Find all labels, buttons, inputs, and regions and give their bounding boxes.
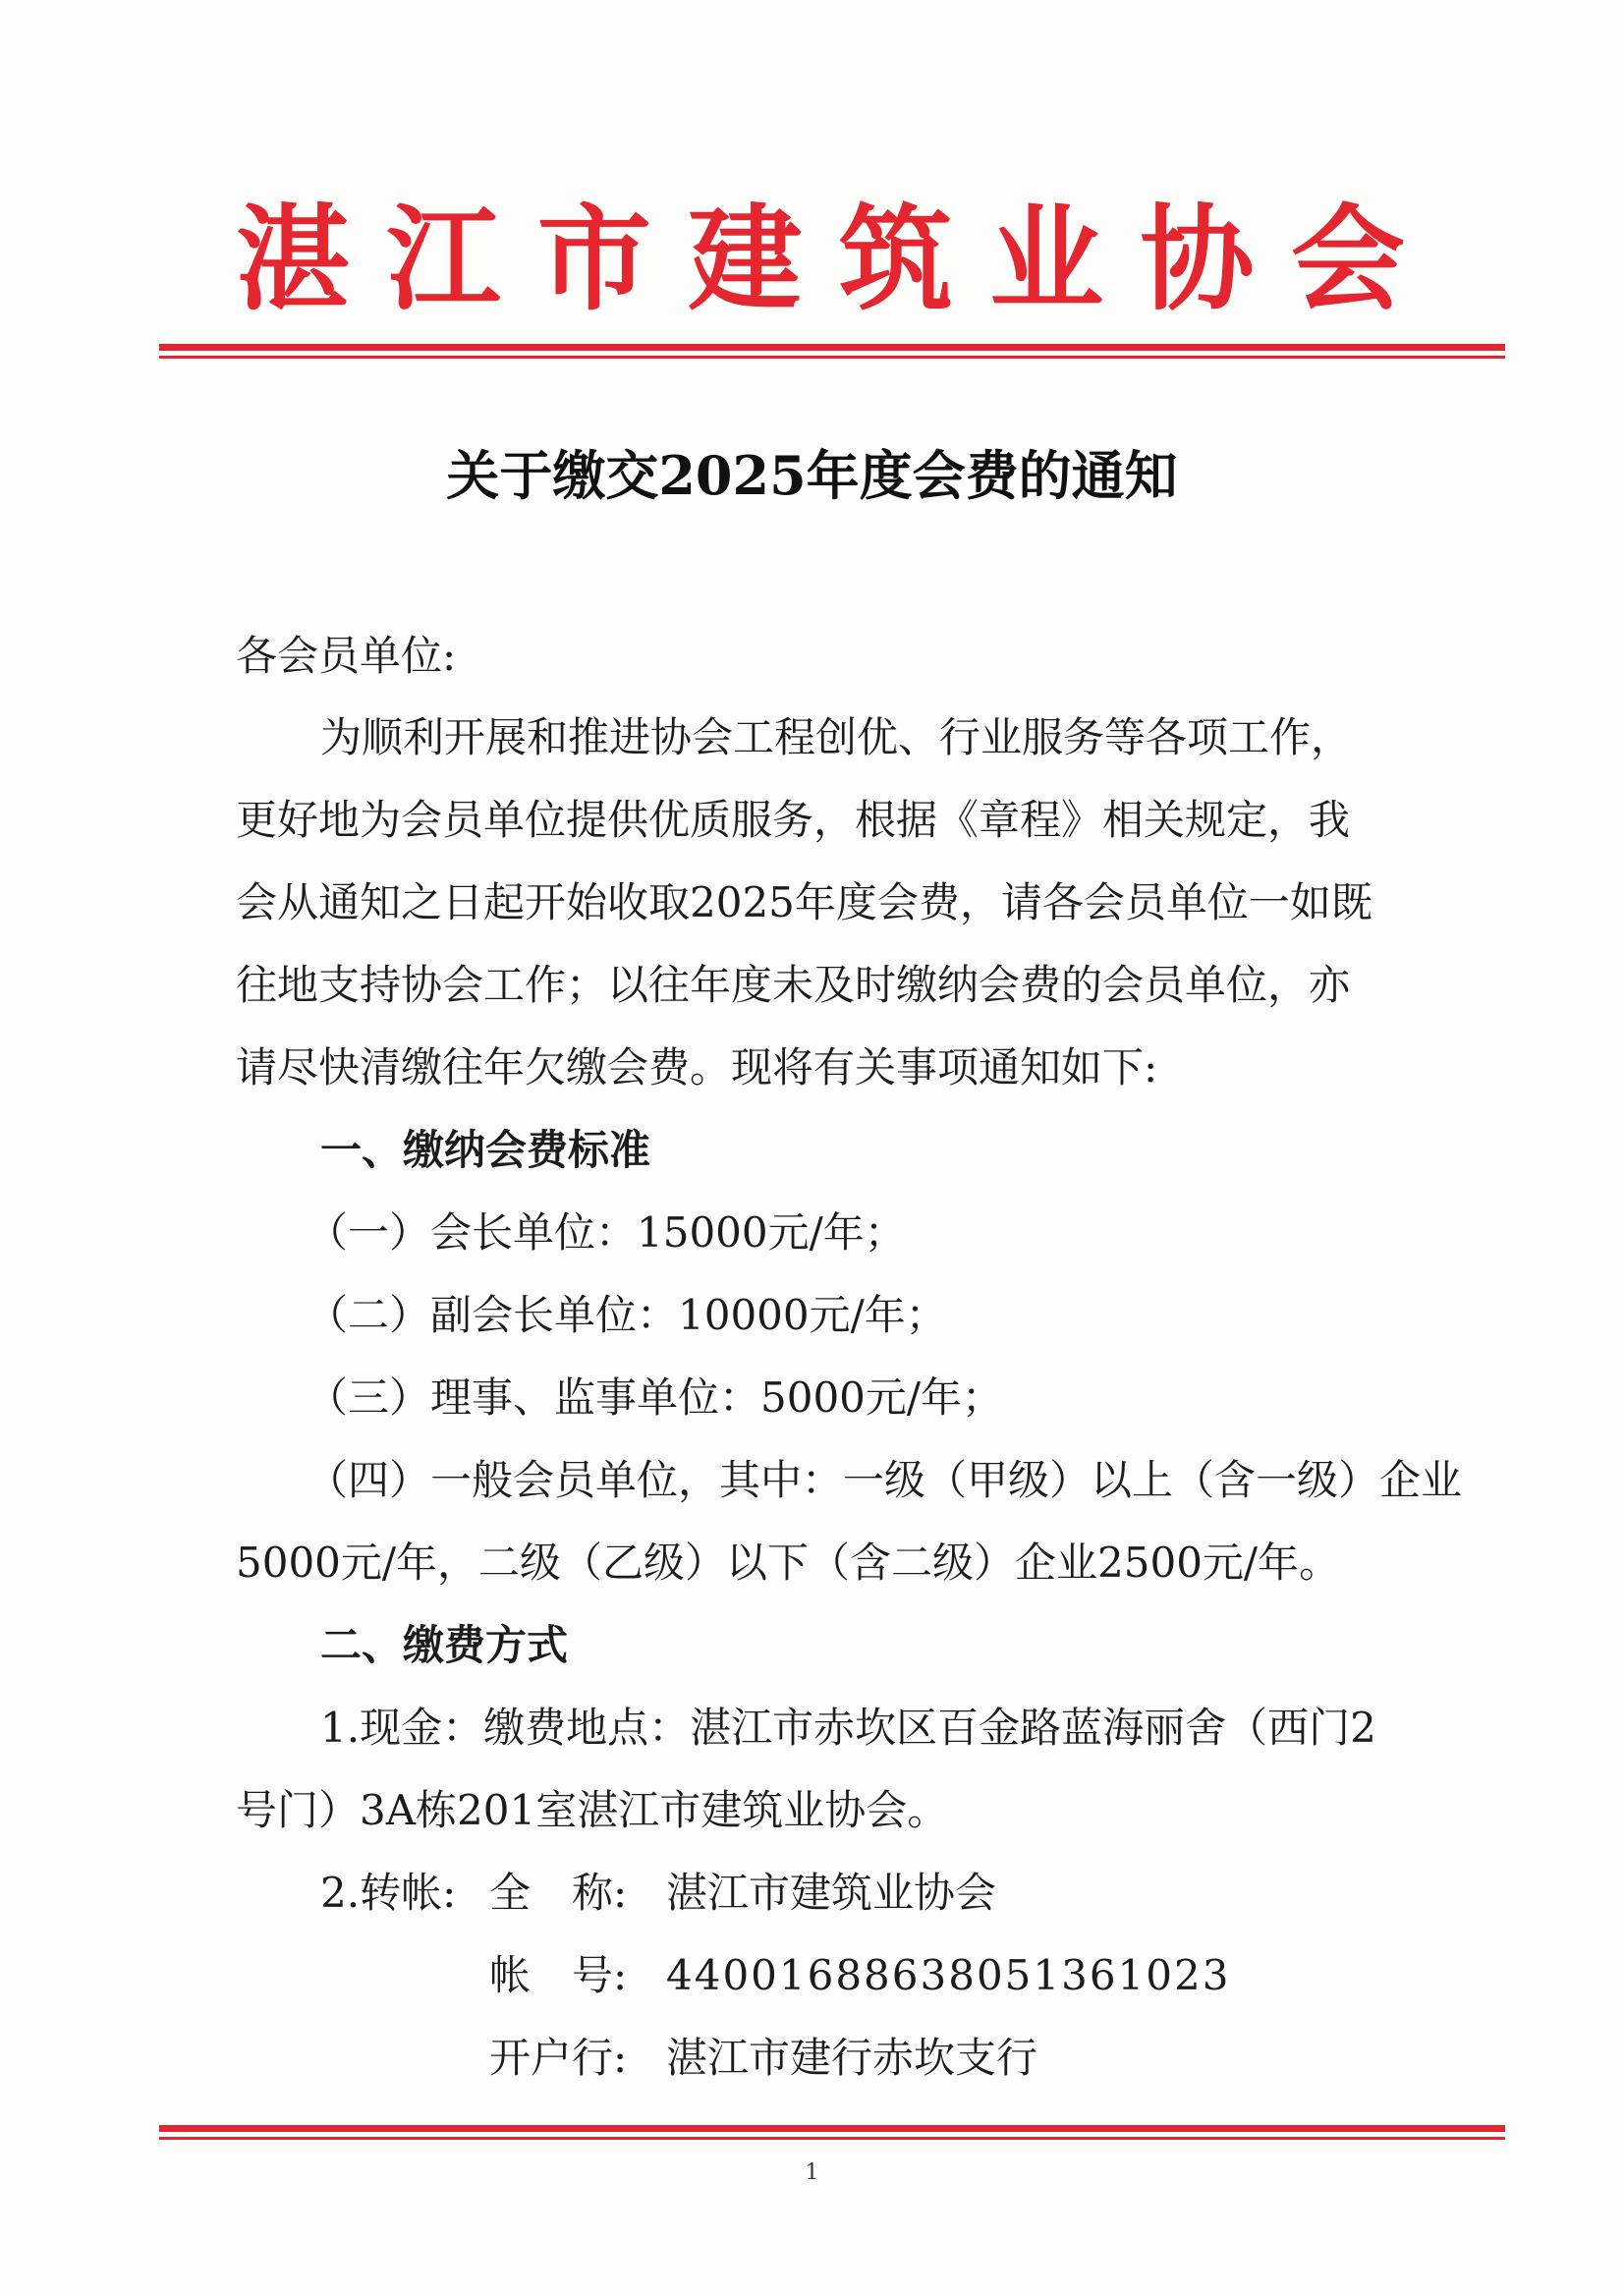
- org-name-char: 筑: [838, 194, 953, 326]
- salutation: 各会员单位:: [236, 632, 457, 680]
- section-heading-payment-method: 二、缴费方式: [320, 1621, 569, 1669]
- org-name-char: 江: [386, 194, 501, 326]
- divider-thin-line: [159, 356, 1505, 359]
- cash-payment-line: 号门）3A栋201室湛江市建筑业协会。: [236, 1786, 949, 1834]
- org-name-char: 市: [536, 194, 651, 326]
- transfer-prefix: 2.转帐:: [320, 1869, 457, 1917]
- letterhead-divider: [159, 344, 1505, 359]
- org-name-char: 协: [1140, 194, 1255, 326]
- intro-line: 往地支持协会工作；以往年度未及时缴纳会费的会员单位，亦: [236, 961, 1351, 1009]
- intro-line: 更好地为会员单位提供优质服务，根据《章程》相关规定，我: [236, 796, 1351, 844]
- fee-item: （一）会长单位：15000元/年；: [307, 1208, 906, 1257]
- bank-value: 湛江市建行赤坎支行: [666, 2034, 1038, 2082]
- intro-line: 为顺利开展和推进协会工程创优、行业服务等各项工作，: [320, 713, 1353, 761]
- divider-thick-line: [159, 344, 1505, 351]
- fee-item: 5000元/年，二级（乙级）以下（含二级）企业2500元/年。: [236, 1539, 1341, 1587]
- intro-line: 请尽快清缴往年欠缴会费。现将有关事项通知如下:: [236, 1043, 1158, 1092]
- account-name-label: 全 称:: [489, 1869, 628, 1917]
- org-name-char: 湛: [236, 194, 350, 326]
- divider-thin-line: [159, 2137, 1505, 2140]
- intro-line: 会从通知之日起开始收取2025年度会费，请各会员单位一如既: [236, 878, 1372, 926]
- bank-label: 开户行:: [489, 2034, 628, 2082]
- cash-payment-line: 1.现金：缴费地点：湛江市赤坎区百金路蓝海丽舍（西门2: [320, 1704, 1376, 1752]
- divider-thick-line: [159, 2125, 1505, 2132]
- fee-item: （二）副会长单位：10000元/年；: [307, 1291, 947, 1339]
- document-title: 关于缴交2025年度会费的通知: [446, 444, 1178, 507]
- page-number: 1: [805, 2160, 819, 2185]
- fee-item: （三）理事、监事单位：5000元/年；: [307, 1373, 1004, 1422]
- fee-item: （四）一般会员单位，其中：一级（甲级）以上（含一级）企业: [307, 1456, 1463, 1504]
- section-heading-fee-standard: 一、缴纳会费标准: [320, 1126, 651, 1174]
- account-number-label: 帐 号:: [489, 1951, 628, 1999]
- letterhead-org-name: [236, 196, 1405, 324]
- org-name-char: 业: [989, 194, 1104, 326]
- account-number-value: 44001688638051361023: [666, 1951, 1231, 1999]
- org-name-char: 建: [688, 194, 803, 326]
- footer-divider: [159, 2125, 1505, 2140]
- org-name-char: 会: [1290, 194, 1405, 326]
- account-name-value: 湛江市建筑业协会: [666, 1869, 997, 1917]
